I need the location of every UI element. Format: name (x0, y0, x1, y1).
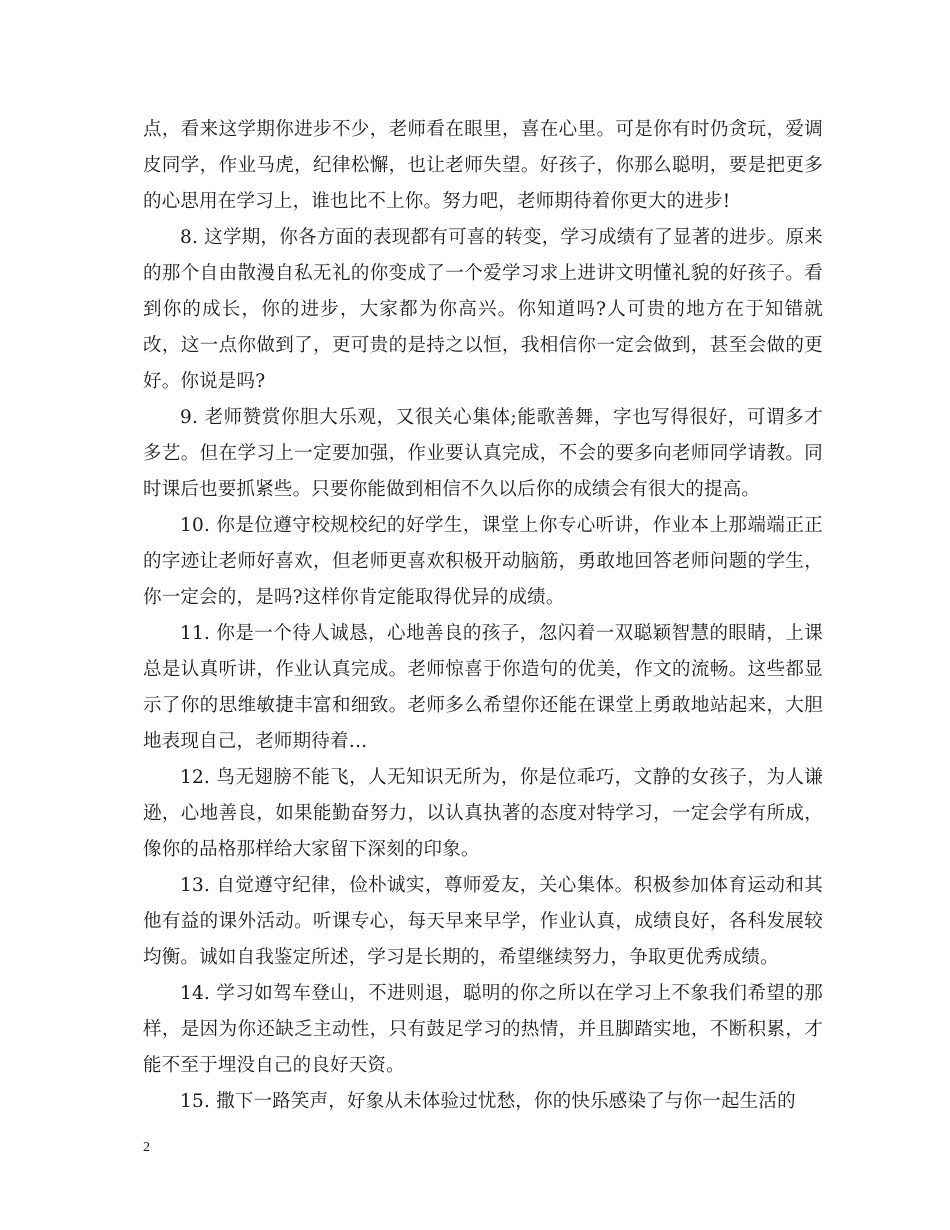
document-body (143, 112, 823, 1120)
paragraph-continuation: 点，看来这学期你进步不少，老师看在眼里，喜在心里。可是你有时仍贪玩，爱调皮同学，作业马虎，纪律松懈，也让老师失望。好孩子，你那么聪明，要是把更多的心思用在学习上，谁也比不上你。努力吧，老师期待着你更大的进步! (143, 119, 823, 212)
paragraph-item-8: 8. 这学期，你各方面的表现都有可喜的转变，学习成绩有了显著的进步。原来的那个自由散漫自私无礼的你变成了一个爱学习求上进讲文明懂礼貌的好孩子。看到你的成长，你的进步，大家都为你高兴。你知道吗?人可贵的地方在于知错就改，这一点你做到了，更可贵的是持之以恒，我相信你一定会做到，甚至会做的更好。你说是吗? (143, 227, 824, 392)
paragraph-item-9: 9. 老师赞赏你胆大乐观，又很关心集体;能歌善舞，字也写得很好，可谓多才多艺。但在学习上一定要加强，作业要认真完成，不会的要多向老师同学请教。同时课后也要抓紧些。只要你能做到相信不久以后你的成绩会有很大的提高。 (143, 407, 823, 500)
paragraph-item-13: 13. 自觉遵守纪律，俭朴诚实，尊师爱友，关心集体。积极参加体育运动和其他有益的课外活动。听课专心，每天早来早学，作业认真，成绩良好，各科发展较均衡。诚如自我鉴定所述，学习是长期的，希望继续努力，争取更优秀成绩。 (143, 875, 823, 968)
paragraph-item-12: 12. 鸟无翅膀不能飞，人无知识无所为，你是位乖巧，文静的女孩子，为人谦逊，心地善良，如果能勤奋努力，以认真执著的态度对特学习，一定会学有所成，像你的品格那样给大家留下深刻的印象。 (143, 767, 823, 860)
paragraph-item-10: 10. 你是位遵守校规校纪的好学生，课堂上你专心听讲，作业本上那端端正正的字迹让老师好喜欢，但老师更喜欢积极开动脑筋，勇敢地回答老师问题的学生，你一定会的，是吗?这样你肯定能取得优异的成绩。 (143, 515, 823, 608)
paragraph-item-14: 14. 学习如驾车登山，不进则退，聪明的你之所以在学习上不象我们希望的那样，是因为你还缺乏主动性，只有鼓足学习的热情，并且脚踏实地，不断积累，才能不至于埋没自己的良好天资。 (143, 983, 823, 1076)
page-number: 2 (143, 1140, 150, 1155)
paragraph-item-11: 11. 你是一个待人诚恳，心地善良的孩子，忽闪着一双聪颖智慧的眼睛，上课总是认真听讲，作业认真完成。老师惊喜于你造句的优美，作文的流畅。这些都显示了你的思维敏捷丰富和细致。老师多么希望你还能在课堂上勇敢地站起来，大胆地表现自己，老师期待着… (143, 623, 823, 752)
paragraph-item-15: 15. 撒下一路笑声，好象从未体验过忧愁，你的快乐感染了与你一起生活的 (180, 1091, 796, 1112)
